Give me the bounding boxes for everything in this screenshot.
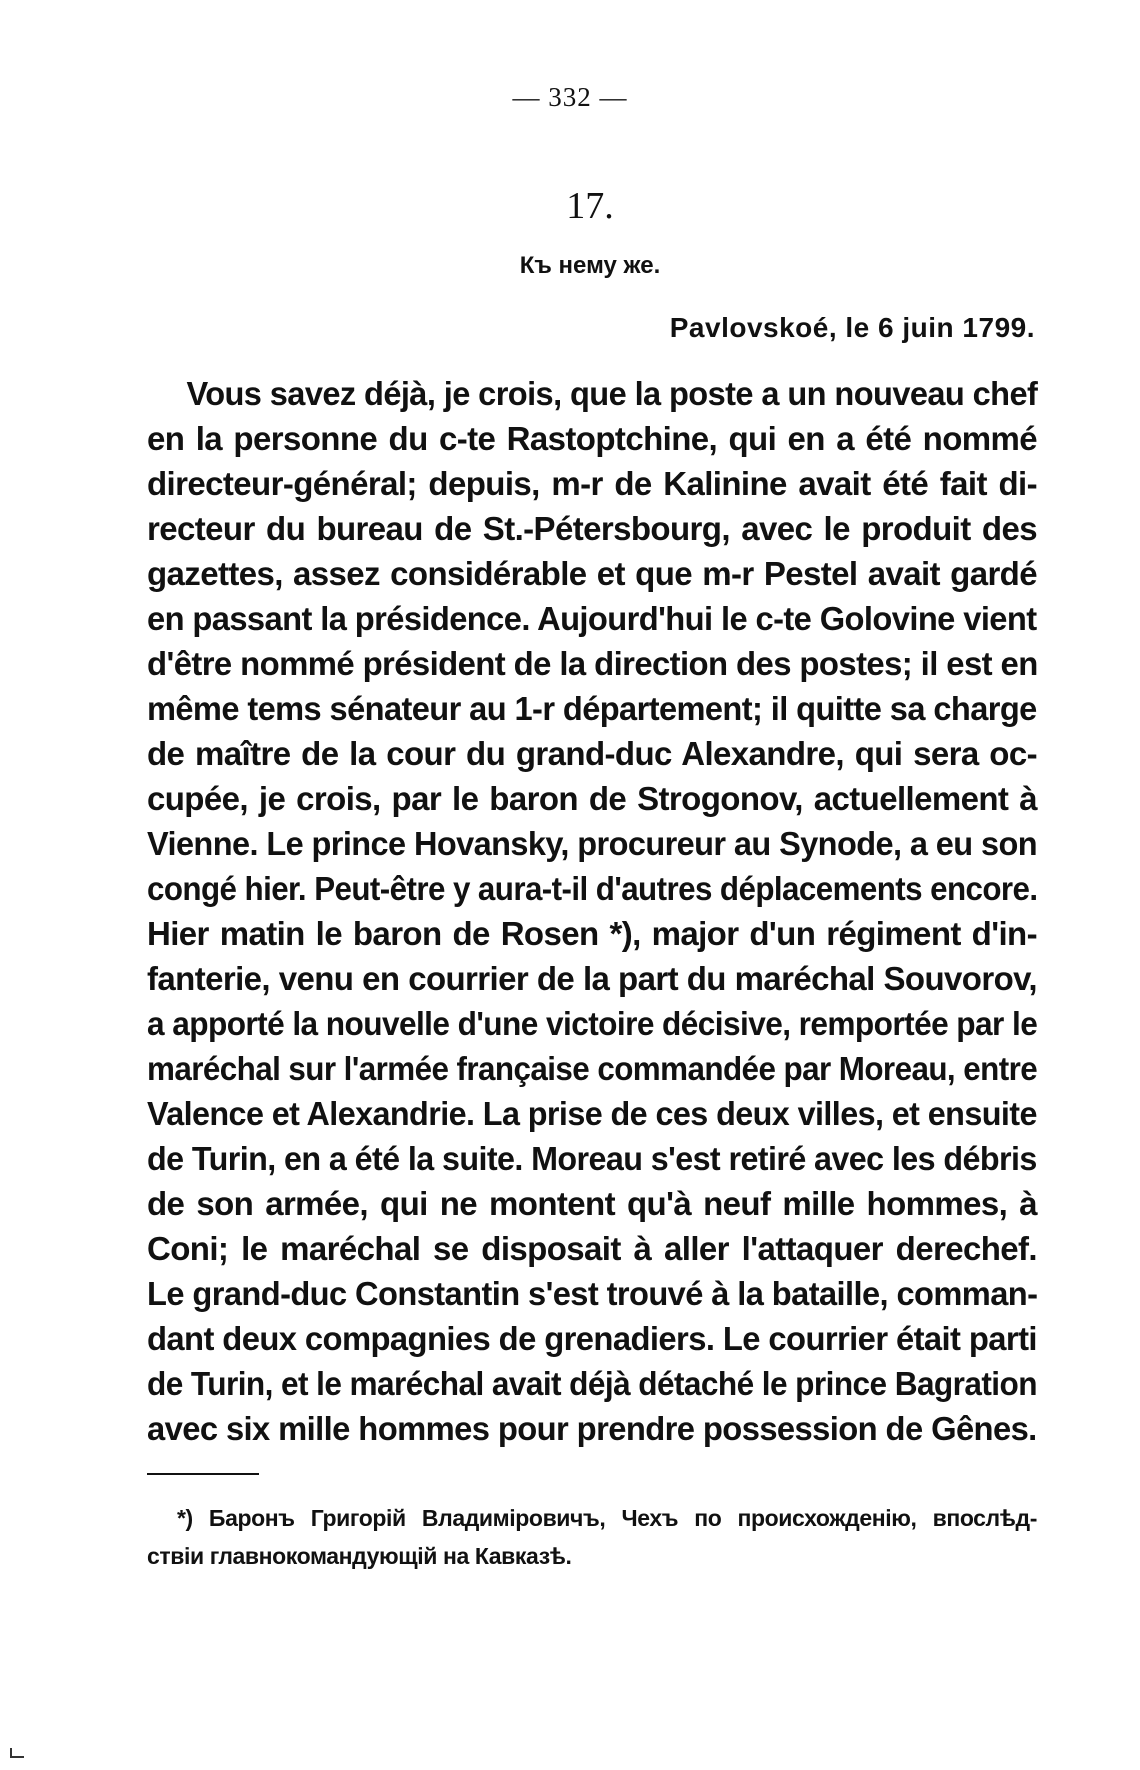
body-line: dant deux compagnies de grenadiers. Le courrier était parti bbox=[147, 1320, 1037, 1357]
body-line: en la personne du c-te Rastoptchine, qui en a été nommé bbox=[147, 420, 1037, 457]
body-line: Hier matin le baron de Rosen *), major d'un régiment d'in- bbox=[147, 915, 1037, 952]
page-number: — 332 — bbox=[512, 82, 628, 112]
dateline: Pavlovskoé, le 6 juin 1799. bbox=[669, 312, 1035, 343]
body-line: directeur-général; depuis, m-r de Kalinine avait été fait di- bbox=[147, 465, 1037, 502]
body-line: maréchal sur l'armée française commandée par Moreau, entre bbox=[147, 1050, 1038, 1087]
body-line: avec six mille hommes pour prendre possession de Gênes. bbox=[147, 1410, 1037, 1447]
body-line: même tems sénateur au 1-r département; il quitte sa charge bbox=[147, 690, 1037, 727]
footnote bbox=[147, 1499, 1037, 1575]
body-line: Coni; le maréchal se disposait à aller l'attaquer derechef. bbox=[147, 1230, 1037, 1267]
body-line: fanterie, venu en courrier de la part du maréchal Souvorov, bbox=[147, 960, 1037, 997]
body-line: Vienne. Le prince Hovansky, procureur au Synode, a eu son bbox=[147, 825, 1037, 862]
body-line: Le grand-duc Constantin s'est trouvé à la bataille, comman- bbox=[147, 1275, 1038, 1312]
body-line: gazettes, assez considérable et que m-r Pestel avait gardé bbox=[147, 555, 1037, 592]
body-line: congé hier. Peut-être y aura-t-il d'autres déplacements encore. bbox=[147, 870, 1038, 907]
body-line: Valence et Alexandrie. La prise de ces deux villes, et ensuite bbox=[147, 1095, 1037, 1132]
body-line: de Turin, en a été la suite. Moreau s'est retiré avec les débris bbox=[147, 1140, 1037, 1177]
letter-number: 17. bbox=[566, 185, 614, 227]
body-line: de Turin, et le maréchal avait déjà détaché le prince Bagration bbox=[147, 1365, 1037, 1402]
body-line: a apporté la nouvelle d'une victoire décisive, remportée par le bbox=[147, 1005, 1038, 1042]
body-line: cupée, je crois, par le baron de Strogonov, actuellement à bbox=[147, 780, 1037, 817]
footnote-line: ствіи главнокомандующій на Кавказѣ. bbox=[147, 1543, 572, 1569]
letter-body bbox=[147, 371, 1037, 1451]
body-line: Vous savez déjà, je crois, que la poste a un nouveau chef bbox=[186, 375, 1038, 412]
body-line: en passant la présidence. Aujourd'hui le c-te Golovine vient bbox=[147, 600, 1037, 637]
body-line: recteur du bureau de St.-Pétersbourg, avec le produit des bbox=[147, 510, 1037, 547]
footnote-divider bbox=[147, 1473, 259, 1475]
footnote-line: *) Баронъ Григорій Владиміровичъ, Чехъ по происхожденію, впослѣд- bbox=[177, 1505, 1037, 1531]
body-line: de son armée, qui ne montent qu'à neuf mille hommes, à bbox=[147, 1185, 1037, 1222]
body-line: d'être nommé président de la direction des postes; il est en bbox=[147, 645, 1038, 682]
corner-mark bbox=[10, 1748, 24, 1758]
body-line: de maître de la cour du grand-duc Alexandre, qui sera oc- bbox=[147, 735, 1037, 772]
addressee-heading: Къ нему же. bbox=[519, 252, 661, 279]
